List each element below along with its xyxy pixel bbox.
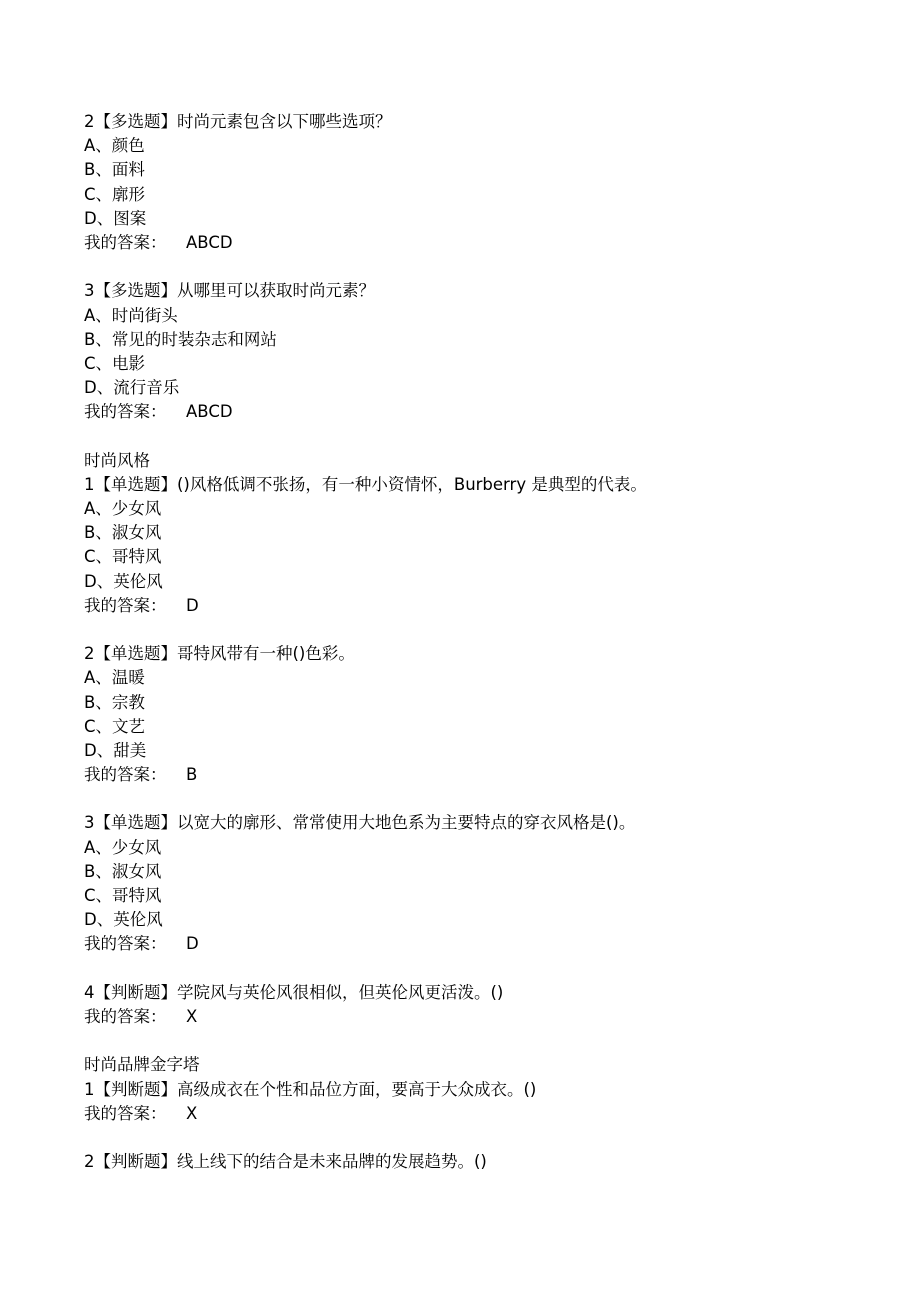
my-answer-label: 我的答案： (84, 232, 167, 252)
answer-option: D、甜美 (84, 740, 147, 760)
blank-line (84, 1029, 884, 1053)
my-answer-label: 我的答案： (84, 934, 167, 954)
answer-option: D、英伦风 (84, 571, 163, 591)
question-stem: 2【判断题】线上线下的结合是未来品牌的发展趋势。() (84, 1152, 487, 1172)
answer-option: C、廓形 (84, 184, 146, 204)
my-answer-value: ABCD (186, 402, 233, 422)
answer-option: C、电影 (84, 353, 146, 373)
answer-option: A、少女风 (84, 499, 162, 518)
answer-option: C、文艺 (84, 716, 146, 736)
section-title: 时尚品牌金字塔 (84, 1055, 200, 1075)
my-answer-row (84, 932, 884, 956)
question-stem: 4【判断题】学院风与英伦风很相似，但英伦风更活泼。() (84, 982, 504, 1002)
answer-option: D、流行音乐 (84, 378, 180, 398)
answer-option: A、少女风 (84, 837, 162, 857)
my-answer-value: X (186, 1006, 198, 1026)
my-answer-label: 我的答案： (84, 402, 167, 422)
my-answer-row (84, 763, 884, 787)
my-answer-value: ABCD (186, 232, 233, 252)
question-stem: 3【单选题】以宽大的廓形、常常使用大地色系为主要特点的穿衣风格是()。 (84, 813, 636, 833)
answer-option: B、淑女风 (84, 523, 162, 543)
my-answer-label: 我的答案： (84, 1006, 167, 1026)
answer-option: D、图案 (84, 208, 147, 228)
question-stem: 3【多选题】从哪里可以获取时尚元素？ (84, 281, 375, 301)
answer-option: D、英伦风 (84, 910, 163, 930)
blank-line (84, 1126, 884, 1150)
answer-option: A、温暖 (84, 668, 145, 688)
answer-option: B、宗教 (84, 692, 145, 712)
question-stem: 2【多选题】时尚元素包含以下哪些选项？ (84, 112, 392, 131)
my-answer-value: D (186, 934, 199, 954)
question-stem: 1【单选题】()风格低调不张扬，有一种小资情怀，Burberry 是典型的代表。 (84, 474, 647, 494)
blank-line (84, 787, 884, 811)
my-answer-row (84, 1102, 884, 1126)
my-answer-label: 我的答案： (84, 595, 167, 615)
my-answer-label: 我的答案： (84, 765, 167, 785)
my-answer-row (84, 1005, 884, 1029)
my-answer-value: B (186, 765, 198, 785)
my-answer-row (84, 231, 884, 255)
answer-option: B、常见的时装杂志和网站 (84, 329, 277, 349)
section-title: 时尚风格 (84, 450, 150, 470)
my-answer-row (84, 594, 884, 618)
question-stem: 1【判断题】高级成衣在个性和品位方面，要高于大众成衣。() (84, 1079, 537, 1099)
my-answer-value: D (186, 595, 199, 615)
answer-option: B、淑女风 (84, 861, 162, 881)
answer-option: A、颜色 (84, 136, 145, 156)
answer-option: A、时尚街头 (84, 305, 178, 325)
blank-line (84, 957, 884, 981)
answer-option: C、哥特风 (84, 886, 162, 905)
my-answer-row (84, 400, 884, 424)
answer-option: C、哥特风 (84, 547, 162, 567)
blank-line (84, 255, 884, 279)
answer-option: B、面料 (84, 160, 145, 180)
my-answer-label: 我的答案： (84, 1103, 167, 1123)
blank-line (84, 618, 884, 642)
document-page (84, 110, 884, 1174)
my-answer-value: X (186, 1103, 198, 1123)
question-stem: 2【单选题】哥特风带有一种()色彩。 (84, 644, 355, 664)
blank-line (84, 424, 884, 448)
